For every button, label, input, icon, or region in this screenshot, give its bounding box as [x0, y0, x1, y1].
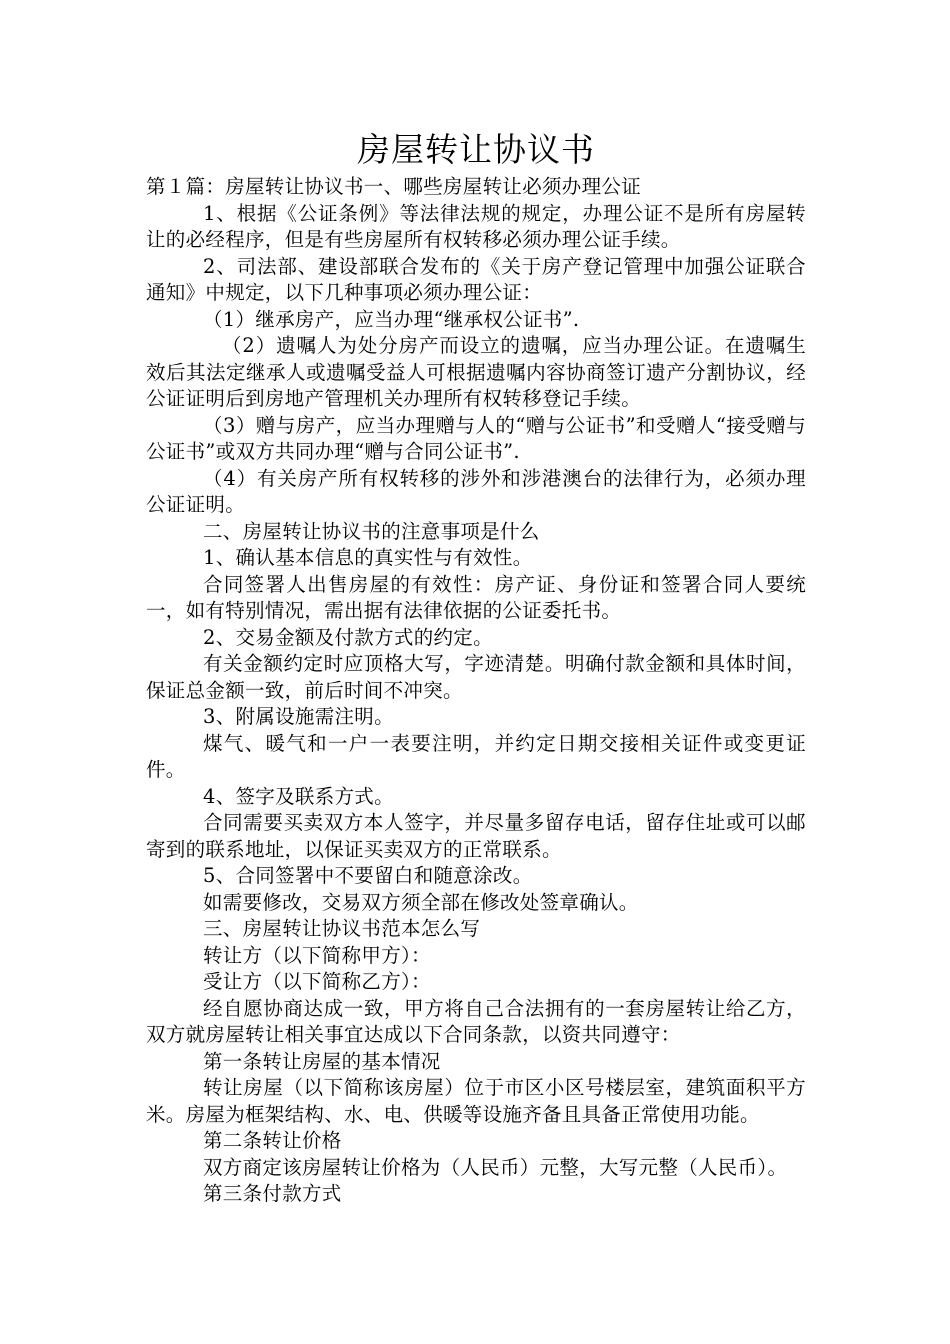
paragraph: 转让方（以下简称甲方）： [203, 943, 431, 967]
paragraph: 有关金额约定时应顶格大写，字迹清楚。明确付款金额和具体时间，保证总金额一致，前后时间不冲突。 [146, 652, 806, 702]
document-body [146, 174, 806, 1208]
document-title: 房屋转让协议书 [357, 130, 595, 169]
paragraph: 三、房屋转让协议书范本怎么写 [203, 917, 481, 940]
paragraph: 1、确认基本信息的真实性与有效性。 [203, 546, 533, 569]
paragraph: （3）赠与房产，应当办理赠与人的“赠与公证书”和受赠人“接受赠与公证书”或双方共同办理“赠与合同公证书”. [146, 413, 806, 463]
paragraph: 二、房屋转让协议书的注意事项是什么 [203, 519, 540, 543]
paragraph: 合同签署人出售房屋的有效性：房产证、身份证和签署合同人要统一，如有特别情况，需出据有法律依据的公证委托书。 [146, 572, 806, 622]
paragraph: 受让方（以下简称乙方）： [203, 970, 431, 993]
paragraph: 3、附属设施需注明。 [203, 705, 394, 728]
document-page [146, 128, 806, 1208]
paragraph: （4）有关房产所有权转移的涉外和涉港澳台的法律行为，必须办理公证证明。 [146, 466, 806, 516]
paragraph: 第一条转让房屋的基本情况 [203, 1049, 441, 1073]
paragraph: 经自愿协商达成一致，甲方将自己合法拥有的一套房屋转让给乙方，双方就房屋转让相关事宜达成以下合同条款，以资共同遵守： [146, 996, 806, 1046]
paragraph: 第二条转让价格 [203, 1129, 342, 1152]
paragraph: 转让房屋（以下简称该房屋）位于市区小区号楼层室，建筑面积平方米。房屋为框架结构、水、电、供暖等设施齐备且具备正常使用功能。 [146, 1076, 806, 1126]
paragraph: 第三条付款方式 [203, 1182, 342, 1205]
paragraph: 2、司法部、建设部联合发布的《关于房产登记管理中加强公证联合通知》中规定，以下几种事项必须办理公证： [146, 254, 806, 304]
paragraph: 合同需要买卖双方本人签字，并尽量多留存电话，留存住址或可以邮寄到的联系地址，以保证买卖双方的正常联系。 [146, 811, 806, 861]
paragraph: 煤气、暖气和一户一表要注明，并约定日期交接相关证件或变更证件。 [146, 731, 806, 781]
paragraph: 如需要修改，交易双方须全部在修改处签章确认。 [203, 890, 639, 914]
paragraph: 4、签字及联系方式。 [203, 784, 394, 808]
paragraph: 双方商定该房屋转让价格为（人民币）元整，大写元整（人民币）。 [203, 1155, 788, 1179]
paragraph: （1）继承房产，应当办理“继承权公证书”. [203, 307, 580, 331]
paragraph: 5、合同签署中不要留白和随意涂改。 [203, 864, 533, 887]
paragraph: 2、交易金额及付款方式的约定。 [203, 625, 493, 649]
paragraph: （2）遗嘱人为处分房产而设立的遗嘱，应当办理公证。在遗嘱生效后其法定继承人或遗嘱受益人可根据遗嘱内容协商签订遗产分割协议，经公证证明后到房地产管理机关办理所有权转移登记手续。 [146, 334, 806, 410]
paragraph: 第１篇：房屋转让协议书一、哪些房屋转让必须办理公证 [146, 175, 642, 198]
paragraph: 1、根据《公证条例》等法律法规的规定，办理公证不是所有房屋转让的必经程序，但是有些房屋所有权转移必须办理公证手续。 [146, 201, 806, 251]
